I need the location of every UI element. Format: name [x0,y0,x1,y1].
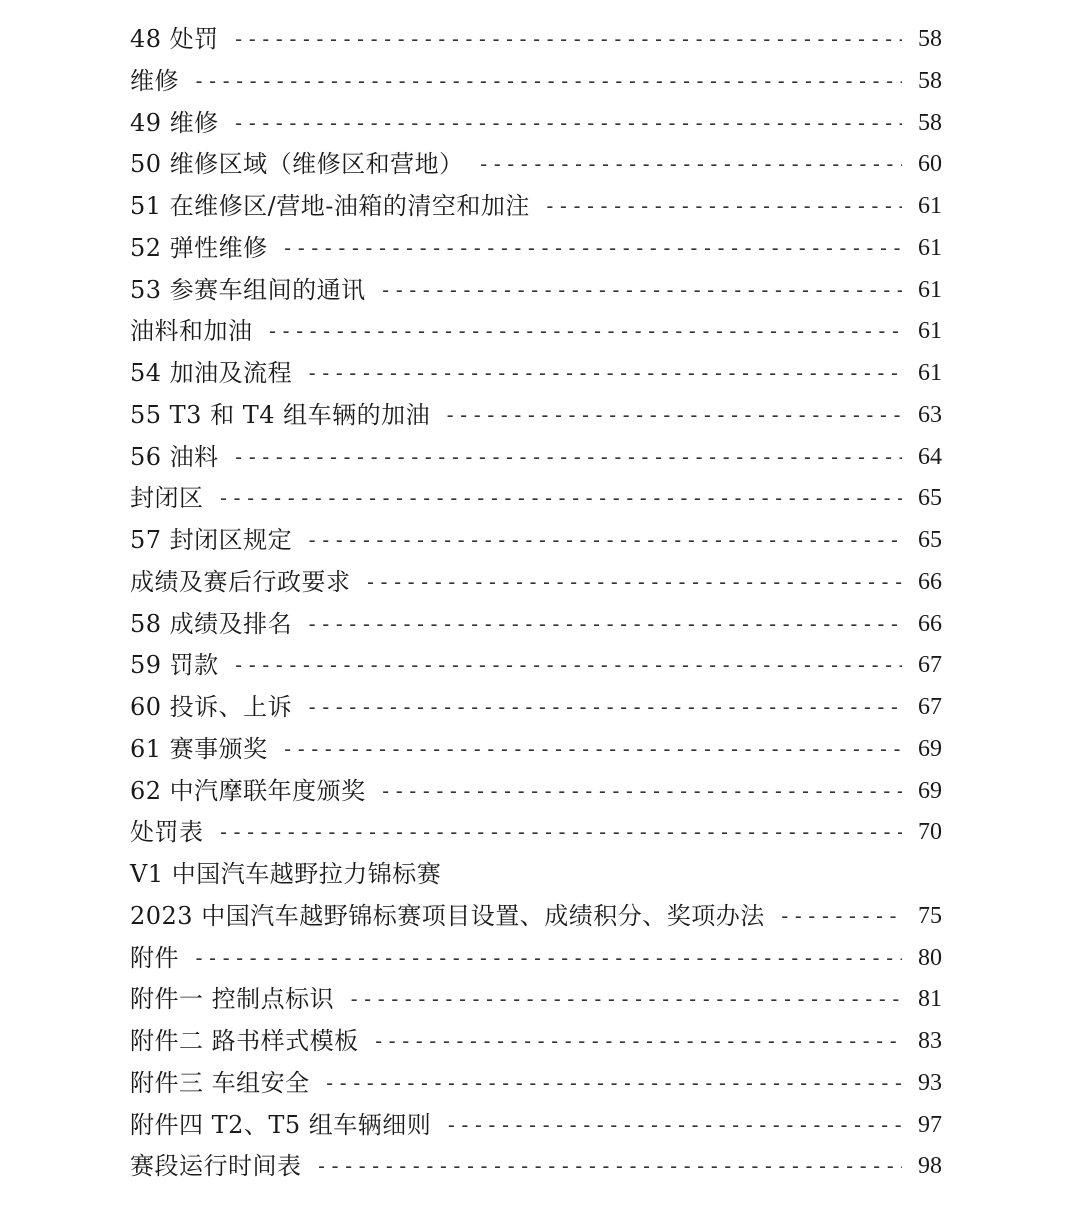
toc-entry-title: 附件 [130,943,179,972]
toc-entry-page-number: 67 [918,694,942,720]
dot-leader [233,19,902,61]
toc-entry-title: 2023 中国汽车越野锦标赛项目设置、成绩积分、奖项办法 [130,901,765,930]
toc-entry-title: 57 封闭区规定 [130,526,293,554]
toc-entry[interactable] [130,186,942,228]
toc-entry-page-number: 65 [918,485,942,512]
toc-entry-page-number: 70 [918,819,942,846]
toc-entry-title: 58 成绩及排名 [130,609,293,638]
dot-leader [306,604,902,646]
toc-entry-title: 54 加油及流程 [130,359,293,387]
dot-leader [233,103,902,145]
toc-entry[interactable] [130,520,942,562]
toc-entry-title: 59 罚款 [130,651,219,680]
toc-entry-page-number: 81 [918,986,942,1013]
toc-entry[interactable] [130,854,942,896]
toc-entry-page-number: 61 [918,193,942,219]
toc-entry-page-number: 69 [918,735,942,762]
toc-entry[interactable] [130,437,942,479]
toc-entry[interactable] [130,144,942,186]
toc-entry[interactable] [130,1105,942,1147]
toc-entry-title: 48 处罚 [130,25,219,53]
toc-entry[interactable] [130,228,942,270]
toc-entry-title: 55 T3 和 T4 组车辆的加油 [130,400,431,429]
toc-entry-page-number: 75 [918,902,942,929]
toc-entry[interactable] [130,729,942,771]
toc-entry[interactable] [130,896,942,938]
toc-entry[interactable] [130,979,942,1021]
dot-leader [373,1021,902,1063]
toc-entry[interactable] [130,645,942,687]
toc-entry[interactable] [130,103,942,145]
toc-entry[interactable] [130,938,942,980]
toc-entry-title: 62 中汽摩联年度颁奖 [130,776,366,805]
toc-entry-title: 51 在维修区/营地-油箱的清空和加注 [130,192,530,220]
toc-entry-page-number: 69 [918,777,942,804]
toc-entry-page-number: 66 [918,610,942,637]
toc-entry[interactable] [130,687,942,729]
toc-entry-page-number: 61 [918,360,942,386]
toc-entry-page-number: 63 [918,401,942,428]
toc-entry-title: 维修 [130,66,179,95]
dot-leader [324,1063,902,1105]
toc-entry-page-number: 58 [918,26,942,52]
toc-entry[interactable] [130,1146,942,1188]
toc-entry-title: 成绩及赛后行政要求 [130,567,351,596]
dot-leader [218,812,903,854]
toc-entry-title: 封闭区 [130,484,204,513]
toc-entry-page-number: 61 [918,318,942,345]
table-of-contents [130,19,942,1188]
toc-entry[interactable] [130,270,942,312]
toc-entry[interactable] [130,1063,942,1105]
toc-entry[interactable] [130,562,942,604]
toc-entry-title: 附件四 T2、T5 组车辆细则 [130,1110,432,1139]
toc-entry-title: 油料和加油 [130,317,253,346]
dot-leader [365,562,903,604]
toc-entry[interactable] [130,61,942,103]
dot-leader [306,520,902,562]
dot-leader [233,437,902,479]
toc-entry-page-number: 61 [918,276,942,303]
toc-entry-title: 附件一 控制点标识 [130,985,335,1014]
toc-entry-page-number: 83 [918,1028,942,1054]
toc-entry-title: 56 油料 [130,442,219,471]
dot-leader [282,228,902,270]
toc-entry-page-number: 67 [918,652,942,679]
toc-entry-title: 附件二 路书样式模板 [130,1027,359,1055]
toc-entry-title: 52 弹性维修 [130,233,268,262]
dot-leader [380,771,902,813]
toc-entry-page-number: 58 [918,67,942,94]
toc-entry[interactable] [130,604,942,646]
toc-entry-title: 50 维修区域（维修区和营地） [130,150,464,179]
dot-leader [316,1146,903,1188]
toc-entry[interactable] [130,19,942,61]
toc-entry-page-number: 97 [918,1111,942,1138]
dot-leader [478,144,902,186]
toc-entry-page-number: 64 [918,443,942,470]
dot-leader [282,729,902,771]
toc-entry-page-number: 98 [918,1153,942,1180]
toc-entry-title: 赛段运行时间表 [130,1152,302,1181]
dot-leader [193,61,902,103]
dot-leader [779,896,902,938]
toc-entry[interactable] [130,353,942,395]
toc-entry-title: V1 中国汽车越野拉力锦标赛 [130,860,442,888]
toc-entry-page-number: 60 [918,151,942,178]
toc-entry-title: 53 参赛车组间的通讯 [130,275,366,304]
dot-leader [348,979,902,1021]
toc-entry-title: 60 投诉、上诉 [130,693,293,721]
toc-entry[interactable] [130,395,942,437]
dot-leader [267,311,903,353]
toc-entry[interactable] [130,311,942,353]
dot-leader [306,353,902,395]
toc-entry-title: 附件三 车组安全 [130,1068,310,1097]
toc-entry[interactable] [130,812,942,854]
toc-entry-page-number: 93 [918,1069,942,1096]
toc-entry-page-number: 58 [918,109,942,136]
toc-entry-page-number: 66 [918,568,942,595]
dot-leader [193,938,902,980]
dot-leader [306,687,902,729]
toc-entry[interactable] [130,478,942,520]
toc-entry-page-number: 65 [918,527,942,553]
toc-entry-title: 49 维修 [130,108,219,137]
dot-leader [445,1105,902,1147]
dot-leader [233,645,902,687]
toc-entry-page-number: 80 [918,944,942,971]
dot-leader [444,395,902,437]
dot-leader [380,270,902,312]
toc-entry-page-number: 61 [918,234,942,261]
toc-entry-title: 61 赛事颁奖 [130,734,268,763]
dot-leader [218,478,903,520]
toc-entry[interactable] [130,771,942,813]
toc-entry-title: 处罚表 [130,818,204,847]
dot-leader [544,186,902,228]
toc-entry[interactable] [130,1021,942,1063]
